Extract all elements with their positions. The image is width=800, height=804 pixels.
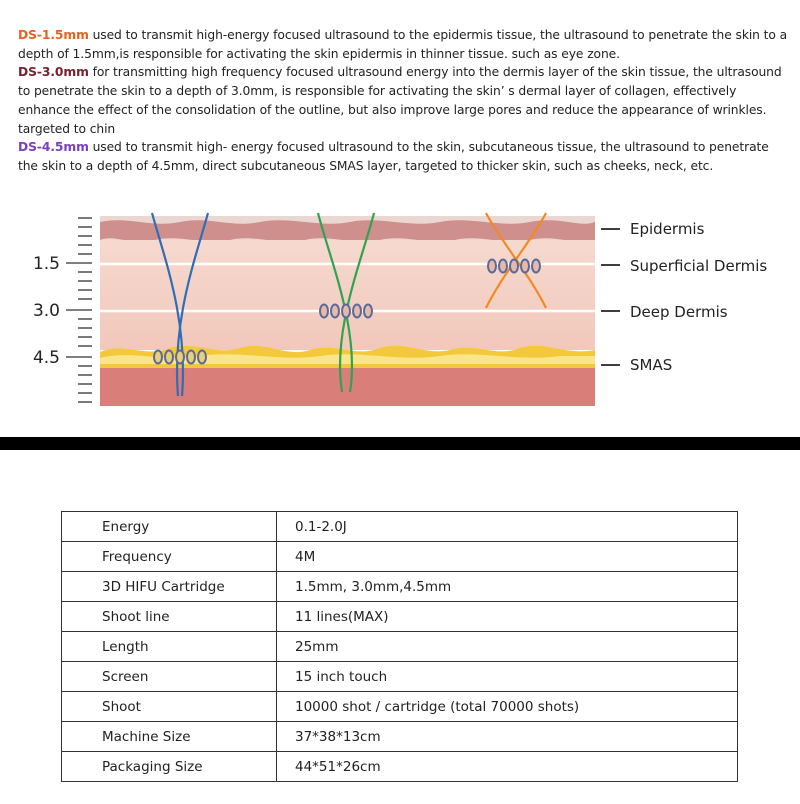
layer-label-dashes (601, 229, 620, 365)
spec-key: Shoot line (62, 602, 277, 632)
table-row (62, 692, 738, 722)
ds-3-0-paragraph (18, 63, 788, 138)
spec-value: 0.1-2.0J (277, 512, 738, 542)
table-row (62, 572, 738, 602)
muscle-layer (100, 368, 595, 406)
table-row (62, 512, 738, 542)
spec-value: 37*38*13cm (277, 722, 738, 752)
intro-text (18, 26, 788, 176)
table-row (62, 542, 738, 572)
table-row (62, 662, 738, 692)
table-row (62, 602, 738, 632)
spec-key: Frequency (62, 542, 277, 572)
spec-value: 25mm (277, 632, 738, 662)
skin-layer-diagram (0, 205, 800, 415)
focus-points-orange (488, 260, 540, 273)
depth-scale (66, 218, 92, 402)
ds-3-0-label: DS-3.0mm (18, 65, 89, 80)
ds-4-5-paragraph (18, 138, 788, 175)
scale-label-1-5: 1.5 (32, 254, 60, 274)
focus-points-blue (154, 351, 206, 364)
spec-key: Screen (62, 662, 277, 692)
spec-value: 15 inch touch (277, 662, 738, 692)
label-deep-dermis: Deep Dermis (630, 303, 728, 321)
scale-label-3-0: 3.0 (32, 301, 60, 321)
focus-points-green (320, 305, 372, 318)
spec-value: 4M (277, 542, 738, 572)
black-divider-bar (0, 437, 800, 450)
spec-value: 44*51*26cm (277, 752, 738, 782)
spec-key: 3D HIFU Cartridge (62, 572, 277, 602)
label-superficial-dermis: Superficial Dermis (630, 257, 768, 275)
spec-key: Machine Size (62, 722, 277, 752)
spec-key: Shoot (62, 692, 277, 722)
label-epidermis: Epidermis (630, 220, 705, 238)
table-row (62, 752, 738, 782)
ds-1-5-description: used to transmit high-energy focused ultrasound to the epidermis tissue, the ultrasound to penetrate the skin to a depth of 1.5mm,is responsible for activating the skin epidermis in thinner tissue. such as eye zone. (18, 28, 788, 61)
ds-1-5-label: DS-1.5mm (18, 28, 89, 42)
ds-1-5-paragraph (18, 26, 788, 63)
ds-4-5-description: used to transmit high- energy focused ultrasound to the skin, subcutaneous tissue, the ultrasound to penetrate the skin to a depth of 4.5mm, direct subcutaneous SMAS layer, targeted to thicker skin, such as cheeks, neck, etc. (18, 140, 769, 173)
spec-key: Length (62, 632, 277, 662)
spec-value: 10000 shot / cartridge (total 70000 shots) (277, 692, 738, 722)
spec-value: 1.5mm, 3.0mm,4.5mm (277, 572, 738, 602)
scale-label-4-5: 4.5 (32, 348, 60, 368)
ds-3-0-description: for transmitting high frequency focused ultrasound energy into the dermis layer of the skin tissue, the ultrasound to penetrate the skin to a depth of 3.0mm, is responsible for activating the skin’ s dermal layer of collagen, effectively enhance the effect of the consolidation of the outline, but also improve large pores and reduce the appearance of wrinkles. targeted to chin (18, 65, 782, 136)
spec-key: Energy (62, 512, 277, 542)
label-smas: SMAS (630, 356, 673, 374)
specifications-table (61, 511, 738, 782)
table-row (62, 632, 738, 662)
spec-value: 11 lines(MAX) (277, 602, 738, 632)
spec-key: Packaging Size (62, 752, 277, 782)
ds-4-5-label: DS-4.5mm (18, 140, 89, 155)
table-row (62, 722, 738, 752)
